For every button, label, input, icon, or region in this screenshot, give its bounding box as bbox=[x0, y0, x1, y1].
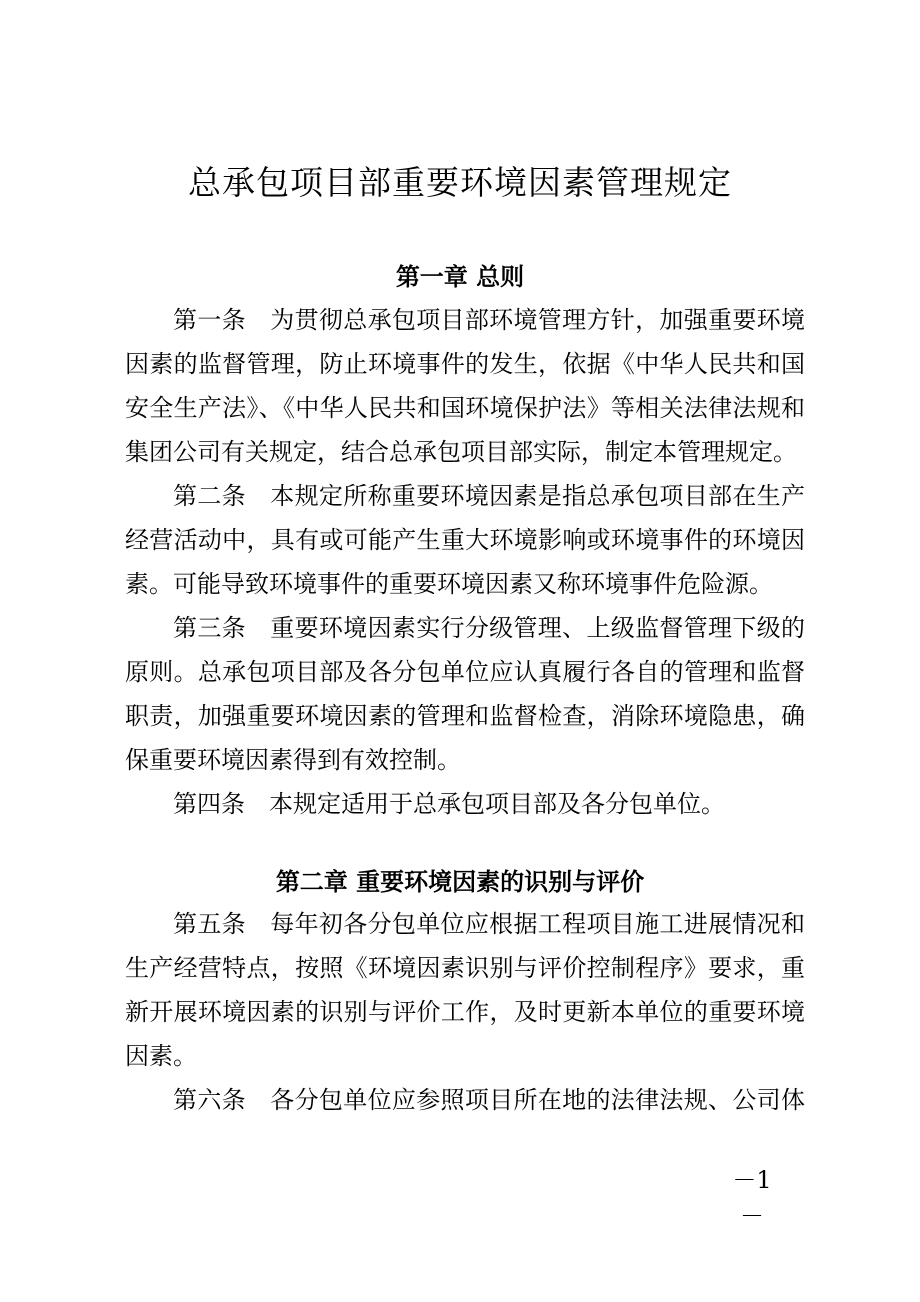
article-3-line-2: 原则。总承包项目部及各分包单位应认真履行各自的管理和监督 bbox=[125, 658, 805, 686]
article-4-number: 第四条 bbox=[173, 790, 245, 818]
article-3-number: 第三条 bbox=[173, 614, 246, 642]
article-3-line-4: 保重要环境因素得到有效控制。 bbox=[125, 746, 461, 774]
article-3-text-1: 重要环境因素实行分级管理、上级监督管理下级的 bbox=[269, 614, 806, 642]
page-number: －1－ bbox=[732, 1166, 772, 1230]
article-3-line-3: 职责，加强重要环境因素的管理和监督检查，消除环境隐患，确 bbox=[125, 702, 805, 730]
article-2-line-1 bbox=[173, 474, 805, 518]
article-5-number: 第五条 bbox=[173, 910, 246, 938]
article-2-line-3: 素。可能导致环境事件的重要环境因素又称环境事件危险源。 bbox=[125, 570, 773, 598]
article-3-line-1 bbox=[173, 606, 805, 650]
article-4-line-1 bbox=[173, 782, 805, 826]
article-6-text-1: 各分包单位应参照项目所在地的法律法规、公司体 bbox=[269, 1086, 806, 1114]
article-1-line-3: 安全生产法》、《中华人民共和国环境保护法》等相关法律法规和 bbox=[125, 394, 805, 422]
chapter-2-heading: 第二章 重要环境因素的识别与评价 bbox=[275, 868, 645, 896]
article-1-text-1: 为贯彻总承包项目部环境管理方针，加强重要环境 bbox=[269, 306, 806, 334]
document-title: 总承包项目部重要环境因素管理规定 bbox=[188, 163, 732, 202]
article-2-line-2: 经营活动中，具有或可能产生重大环境影响或环境事件的环境因 bbox=[125, 526, 805, 554]
article-6-line-1 bbox=[173, 1078, 805, 1122]
article-1-line-1 bbox=[173, 298, 805, 342]
article-5-text-1: 每年初各分包单位应根据工程项目施工进展情况和 bbox=[269, 910, 806, 938]
article-2-number: 第二条 bbox=[173, 482, 246, 510]
article-2-text-1: 本规定所称重要环境因素是指总承包项目部在生产 bbox=[269, 482, 806, 510]
article-5-line-1 bbox=[173, 902, 805, 946]
article-4-text-1: 本规定适用于总承包项目部及各分包单位。 bbox=[269, 790, 725, 818]
article-5-line-4: 因素。 bbox=[125, 1042, 197, 1070]
article-6-number: 第六条 bbox=[173, 1086, 246, 1114]
article-1-line-2: 因素的监督管理，防止环境事件的发生，依据《中华人民共和国 bbox=[125, 350, 805, 378]
article-5-line-3: 新开展环境因素的识别与评价工作，及时更新本单位的重要环境 bbox=[125, 998, 805, 1026]
article-5-line-2: 生产经营特点，按照《环境因素识别与评价控制程序》要求，重 bbox=[125, 954, 805, 982]
article-1-number: 第一条 bbox=[173, 306, 246, 334]
chapter-1-heading: 第一章 总则 bbox=[395, 263, 525, 291]
article-1-line-4: 集团公司有关规定，结合总承包项目部实际，制定本管理规定。 bbox=[125, 438, 797, 466]
